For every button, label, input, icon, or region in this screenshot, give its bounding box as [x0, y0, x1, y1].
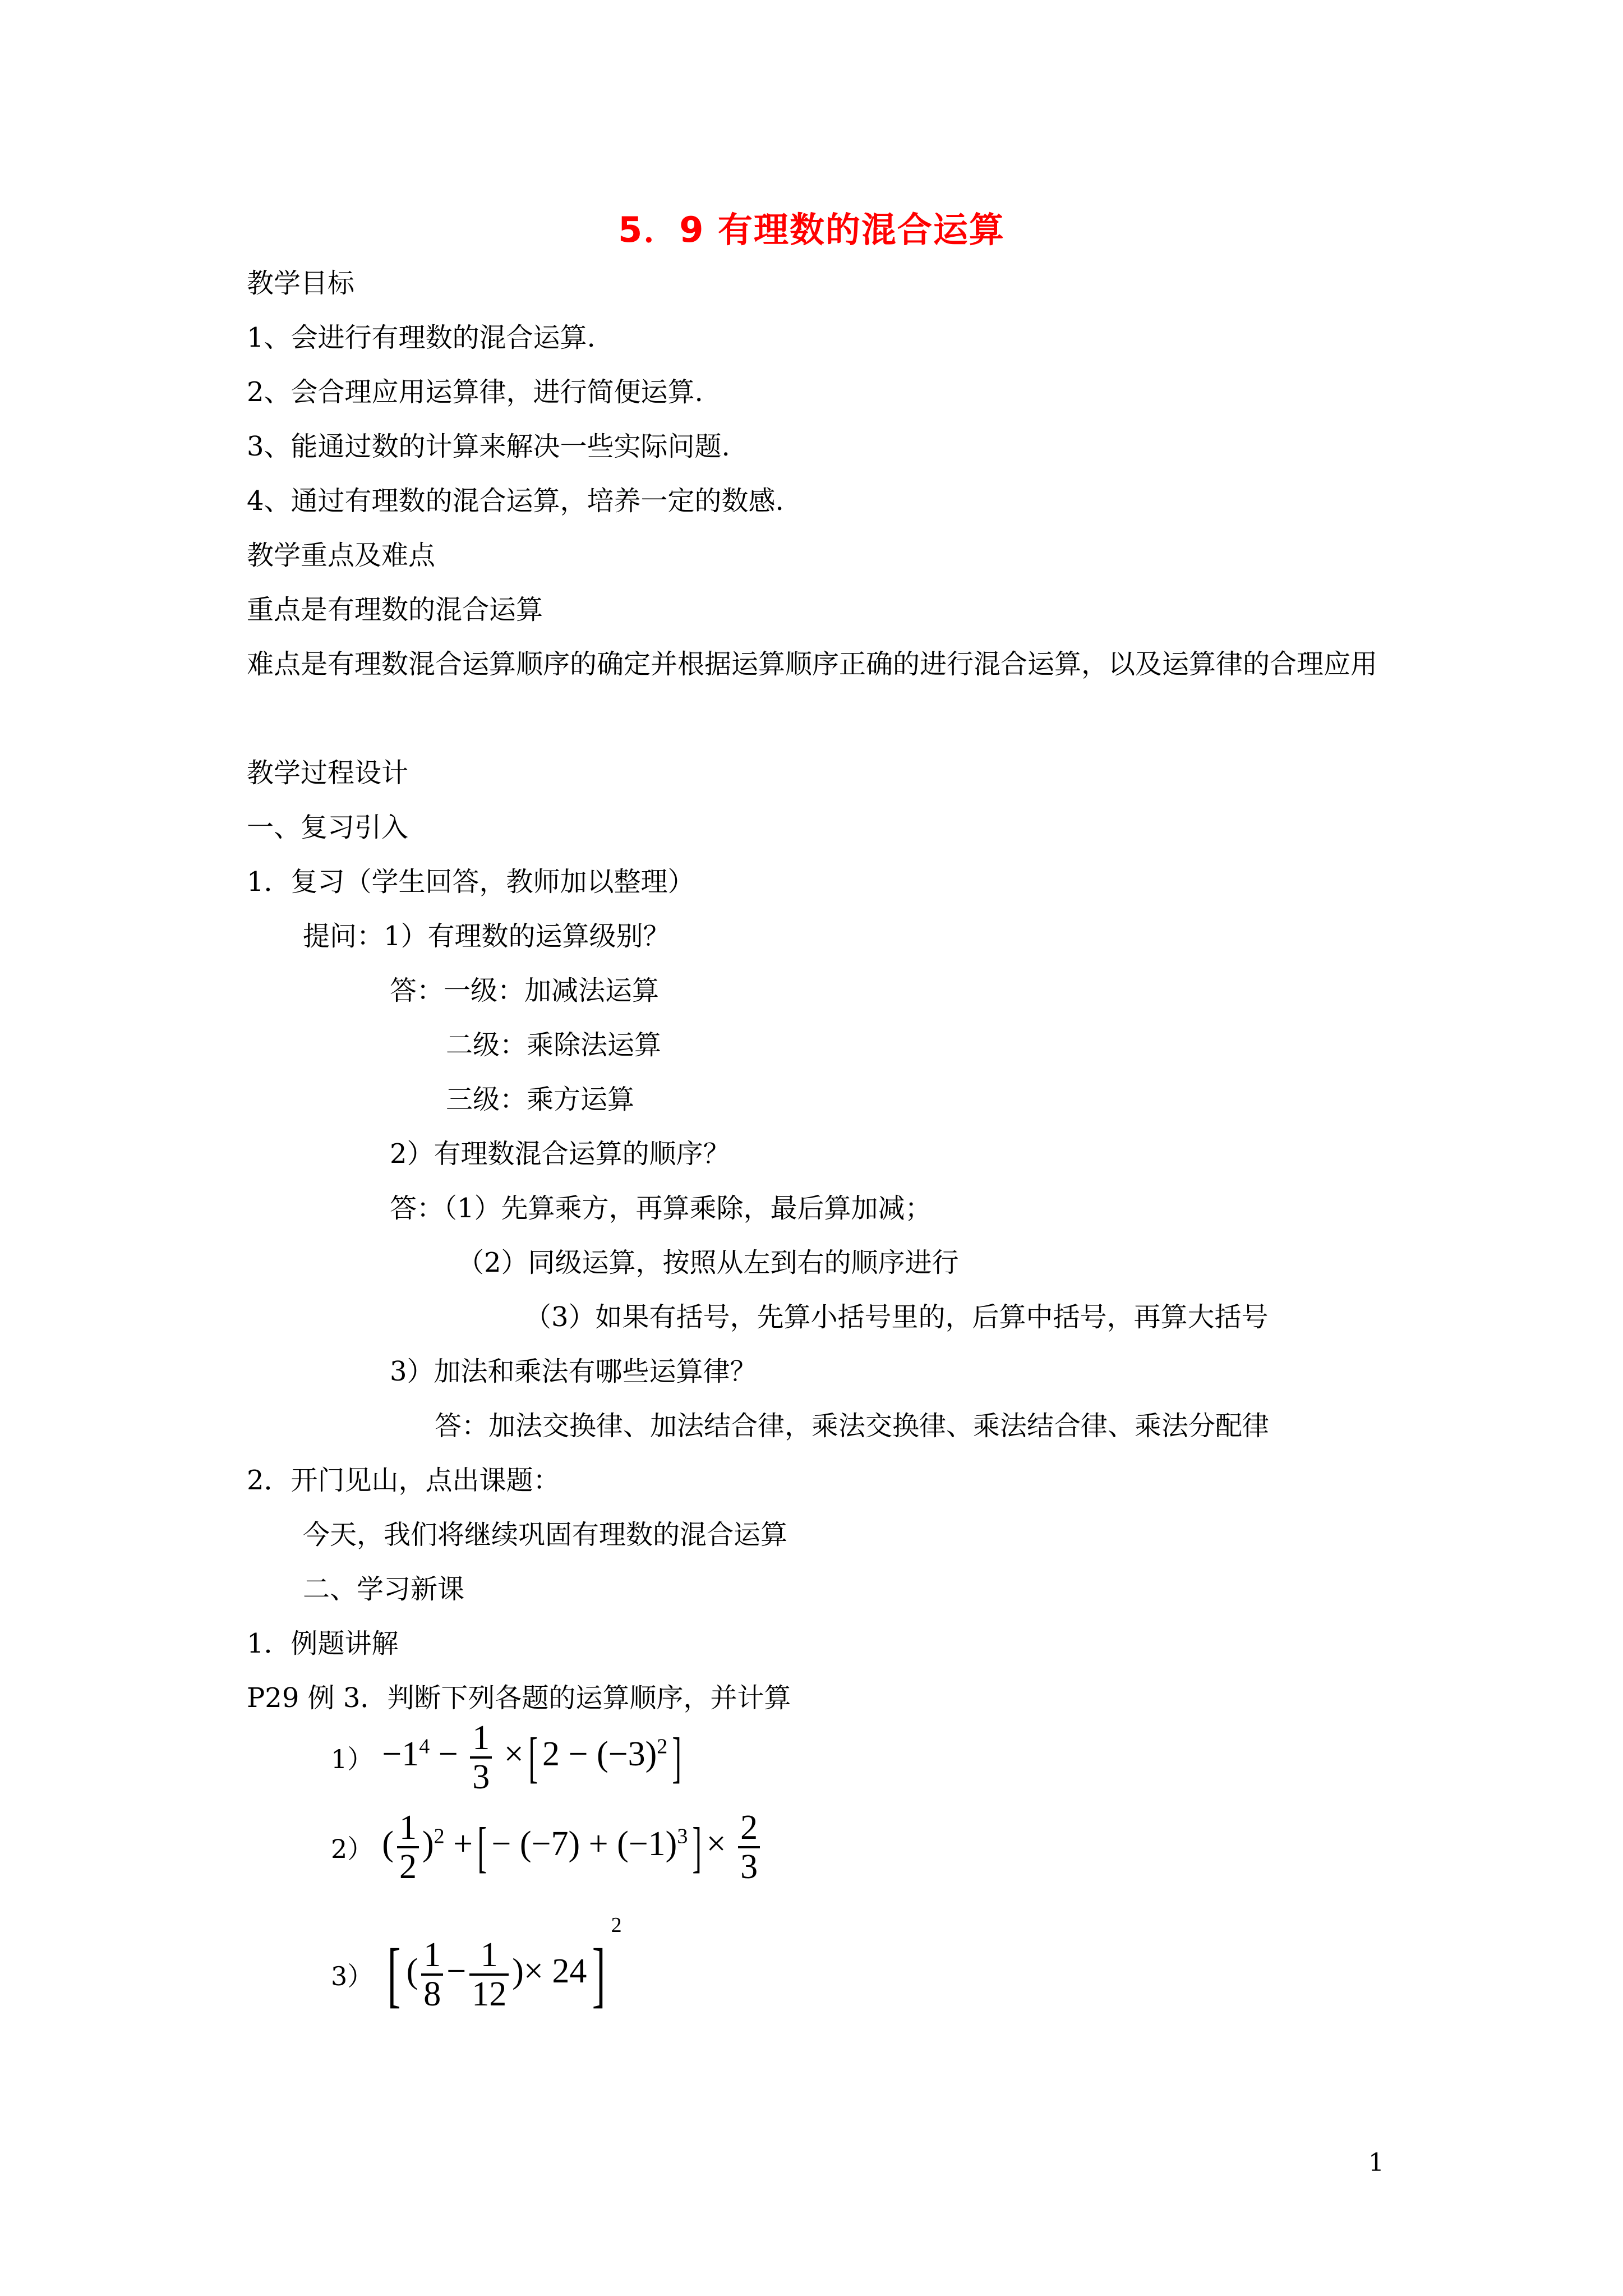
- expr2-left-bracket: [: [477, 1816, 487, 1878]
- objective-item-1: 1、会进行有理数的混合运算.: [247, 322, 596, 353]
- example-heading: 1．例题讲解: [247, 1628, 399, 1659]
- expression-3-label: 3）: [331, 1961, 374, 1991]
- expr2-right-bracket: ]: [692, 1816, 702, 1878]
- expr2-denominator-2: 3: [740, 1848, 758, 1886]
- expr3-minus: −: [446, 1952, 467, 1990]
- expr1-denominator: 3: [472, 1758, 490, 1796]
- expr3-tail: × 24: [523, 1952, 587, 1990]
- expr3-numerator-2: 1: [469, 1936, 509, 1976]
- question-3: 3）加法和乘法有哪些运算律？: [390, 1356, 757, 1387]
- expr2-fraction-1: [397, 1809, 419, 1885]
- expr3-fraction-2: [469, 1936, 509, 2013]
- expr1-times: ×: [504, 1735, 524, 1774]
- expr1-inner-exp: 2: [657, 1734, 668, 1759]
- expr2-numerator-1: 1: [397, 1809, 419, 1848]
- expression-2-label: 2）: [331, 1834, 374, 1864]
- expression-3: 3） [ ( $\frac{1}{8}$ − $\frac{1}{12}$ )× 24]$^2$: [331, 1913, 622, 2015]
- expression-1-label: 1）: [331, 1744, 374, 1774]
- expr1-exp-a: 4: [419, 1734, 430, 1759]
- expr3-numerator-1: 1: [421, 1936, 443, 1976]
- expr3-right-bracket: ]: [592, 1934, 606, 2015]
- question-2: 2）有理数混合运算的顺序？: [390, 1138, 730, 1170]
- answer-order-2: （2）同级运算，按照从左到右的顺序进行: [457, 1247, 959, 1278]
- section-heading-objectives: 教学目标: [247, 268, 355, 299]
- objective-item-3: 3、能通过数的计算来解决一些实际问题.: [247, 431, 730, 462]
- expr1-right-bracket: ]: [672, 1726, 682, 1788]
- expr2-numerator-2: 2: [738, 1809, 760, 1848]
- difficulty-text: 难点是有理数混合运算顺序的确定并根据运算顺序正确的进行混合运算，以及运算律的合理应用: [247, 648, 1378, 680]
- answer-level-1: 答：一级：加减法运算: [390, 975, 660, 1006]
- expression-2: 2） ( $\frac{1}{2}$ )$^2$ +[ − $(-7) + (-1)^3$] × $\frac{2}{3}$: [331, 1809, 763, 1885]
- expr3-denominator-2: 12: [472, 1975, 507, 2013]
- section-heading-process: 教学过程设计: [247, 757, 409, 789]
- objective-item-4: 4、通过有理数的混合运算，培养一定的数感.: [247, 485, 784, 517]
- intro-item: 2．开门见山，点出课题：: [247, 1465, 560, 1496]
- expr3-fraction-1: [421, 1936, 443, 2013]
- expr3-exp: 2: [611, 1913, 622, 1937]
- expr2-denominator-1: 2: [399, 1848, 417, 1886]
- expr2-times: ×: [706, 1825, 726, 1864]
- subsection-new-lesson: 二、学习新课: [303, 1573, 465, 1605]
- expr1-numerator: 1: [470, 1719, 492, 1759]
- expr1-minus: −: [438, 1735, 458, 1774]
- section-heading-key-points: 教学重点及难点: [247, 540, 436, 571]
- intro-text: 今天，我们将继续巩固有理数的混合运算: [303, 1519, 788, 1550]
- subsection-review: 一、复习引入: [247, 812, 409, 843]
- page-title: 5．9 有理数的混合运算: [618, 209, 1005, 250]
- review-item: 1．复习（学生回答，教师加以整理）: [247, 866, 695, 898]
- expr1-term-a: −1: [382, 1735, 419, 1774]
- expr3-left-bracket: [: [388, 1934, 401, 2015]
- answer-laws: 答：加法交换律、加法结合律，乘法交换律、乘法结合律、乘法分配律: [435, 1410, 1270, 1442]
- page-number: 1: [1368, 2148, 1384, 2177]
- question-1: 提问：1）有理数的运算级别？: [303, 921, 670, 952]
- expr2-fraction-2: [738, 1809, 760, 1885]
- expr2-plus: +: [453, 1825, 473, 1864]
- expr2-inner: − (−7) + (−1): [491, 1825, 677, 1864]
- expr2-exp-1: 2: [434, 1824, 445, 1848]
- expr1-inner: 2 − (−3): [542, 1735, 657, 1774]
- key-point-text: 重点是有理数的混合运算: [247, 594, 543, 625]
- answer-order-1: 答：（1）先算乘方，再算乘除，最后算加减；: [390, 1193, 932, 1224]
- expr2-inner-exp: 3: [677, 1824, 688, 1848]
- example-prompt: P29 例 3．判断下列各题的运算顺序，并计算: [247, 1682, 791, 1714]
- expr3-denominator-1: 8: [423, 1975, 441, 2013]
- expr1-left-bracket: [: [528, 1726, 538, 1788]
- objective-item-2: 2、会合理应用运算律，进行简便运算.: [247, 376, 703, 408]
- answer-level-2: 二级：乘除法运算: [446, 1029, 662, 1061]
- answer-order-3: （3）如果有括号，先算小括号里的，后算中括号，再算大括号: [524, 1301, 1269, 1333]
- expr1-fraction: [470, 1719, 492, 1796]
- expression-1: [331, 1719, 686, 1796]
- answer-level-3: 三级：乘方运算: [446, 1084, 635, 1115]
